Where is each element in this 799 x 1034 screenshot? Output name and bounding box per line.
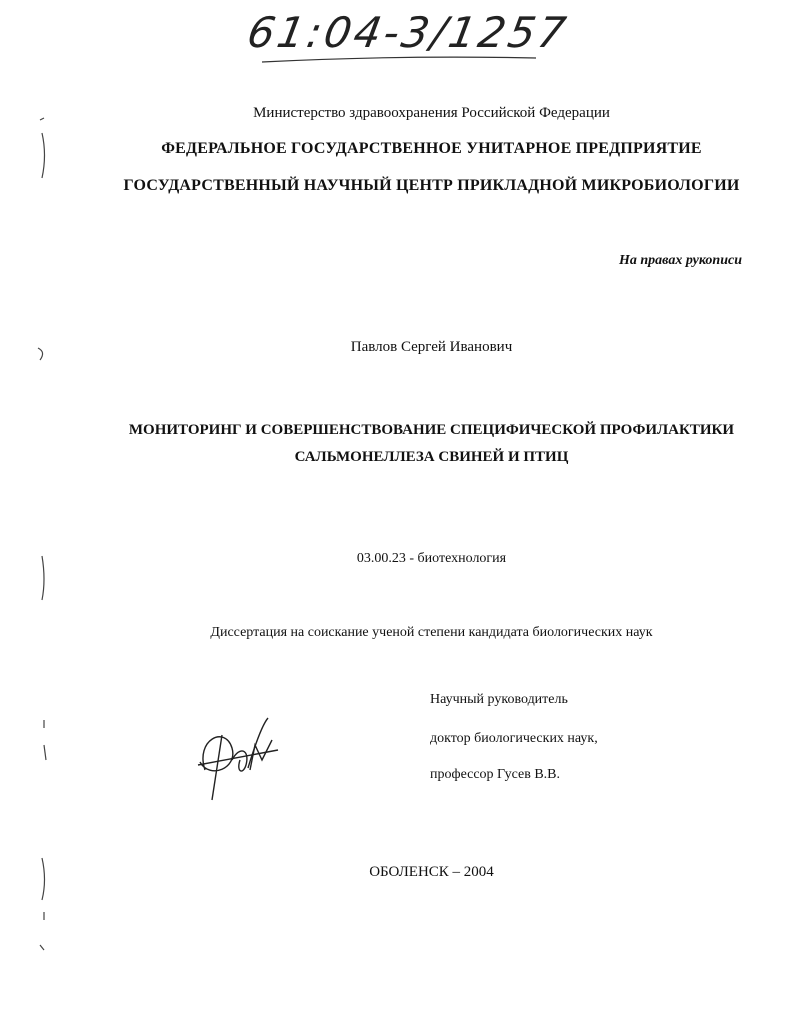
organization-name-line2: ГОСУДАРСТВЕННЫЙ НАУЧНЫЙ ЦЕНТР ПРИКЛАДНОЙ МИКРОБИОЛОГИИ [123, 177, 740, 194]
dissertation-description: Диссертация на соискание ученой степени кандидата биологических наук [210, 625, 653, 640]
signature [198, 718, 278, 800]
supervisor-degree: доктор биологических наук, [430, 731, 598, 746]
binding-marks [38, 118, 46, 950]
supervisor-label: Научный руководитель [430, 692, 568, 707]
organization-name-line1: ФЕДЕРАЛЬНОЕ ГОСУДАРСТВЕННОЕ УНИТАРНОЕ ПРЕДПРИЯТИЕ [161, 140, 702, 157]
thesis-title-line1: МОНИТОРИНГ И СОВЕРШЕНСТВОВАНИЕ СПЕЦИФИЧЕСКОЙ ПРОФИЛАКТИКИ [128, 422, 735, 438]
author-name: Павлов Сергей Иванович [350, 339, 513, 355]
manuscript-rights-note: На правах рукописи [619, 253, 742, 268]
specialty-code: 03.00.23 - биотехнология [356, 551, 507, 566]
handwritten-catalog-number: 61:04-3/1257 [243, 8, 573, 57]
thesis-title-line2: САЛЬМОНЕЛЛЕЗА СВИНЕЙ И ПТИЦ [294, 449, 569, 465]
handwritten-underline [262, 57, 536, 62]
city-year: ОБОЛЕНСК – 2004 [369, 864, 494, 880]
supervisor-name: профессор Гусев В.В. [430, 767, 560, 782]
ministry-name: Министерство здравоохранения Российской Федерации [253, 105, 610, 121]
